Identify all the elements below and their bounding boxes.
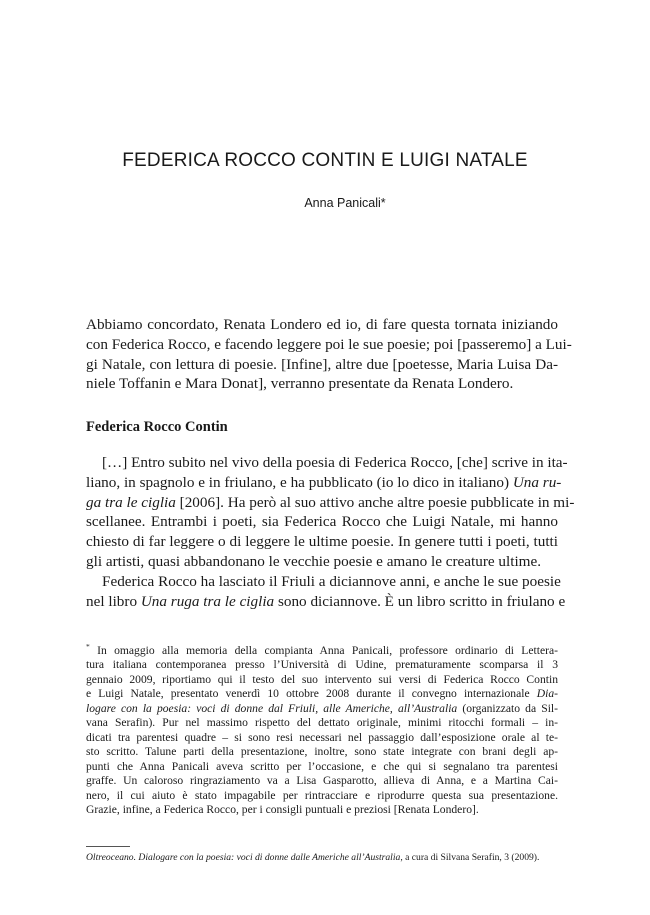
intro-line: con Federica Rocco, e facendo leggere poi le sue poesie; poi [passeremo] a Lui- — [86, 335, 572, 353]
footnote-line: e Luigi Natale, presentato venerdì 10 ottobre 2008 durante il convegno internazionale Dia- — [86, 687, 558, 701]
body-line: chiesto di far leggere o di leggere le ultime poesie. In genere tutti i poeti, tutti — [86, 533, 558, 551]
source-citation — [86, 852, 558, 864]
intro-line: Abbiamo concordato, Renata Londero ed io, di fare questa tornata iniziando — [86, 316, 558, 333]
footnote-line: punti che Anna Panicali aveva scritto per l’occasione, e che qui si segnalano tra parentesi — [86, 759, 558, 773]
body-line: Federica Rocco ha lasciato il Friuli a diciannove anni, e anche le sue poesie — [102, 572, 561, 590]
intro-line: niele Toffanin e Mara Donat], verranno presentate da Renata Londero. — [86, 375, 514, 393]
footnote-line: vana Serafin). Pur nel massimo rispetto del dettato originale, minimi ritocchi formali – in- — [86, 716, 558, 730]
footnote-line: nero, il cui aiuto è stato impagabile per rintracciare e riprodurre questa sua presentazione. — [86, 788, 558, 802]
body-paragraph — [86, 453, 575, 611]
footnote — [86, 640, 558, 818]
article-author: Anna Panicali* — [304, 196, 386, 210]
section-heading-block — [86, 418, 558, 438]
source-line: Oltreoceano. Dialogare con la poesia: voci di donne dalle Americhe all’Australia, a cura di Silvana Serafin, 3 (2009). — [86, 852, 540, 863]
footnote-line: gennaio 2009, riportiamo qui il testo del suo intervento sui versi di Federica Rocco Contin — [86, 672, 558, 686]
body-line: liano, in spagnolo e in friulano, e ha pubblicato (io lo dico in italiano) Una ru- — [86, 473, 562, 491]
article-title: FEDERICA ROCCO CONTIN E LUIGI NATALE — [122, 150, 528, 171]
body-line: […] Entro subito nel vivo della poesia di Federica Rocco, [che] scrive in ita- — [102, 454, 568, 471]
body-line: ga tra le ciglia [2006]. Ha però al suo attivo anche altre poesie pubblicate in mi- — [86, 493, 575, 511]
footnote-marker: * — [86, 642, 90, 651]
intro-line: gi Natale, con lettura di poesie. [Infine], altre due [poetesse, Maria Luisa Da- — [86, 355, 558, 373]
footnote-divider — [86, 846, 130, 847]
body-line: gli artisti, quasi abbandonano le vecchie poesie e amano le creature ultime. — [86, 552, 542, 570]
body-line: scellanee. Entrambi i poeti, sia Federica Rocco che Luigi Natale, mi hanno — [86, 513, 558, 531]
footnote-line: * In omaggio alla memoria della compianta Anna Panicali, professore ordinario di Lettera- — [86, 642, 558, 657]
section-heading: Federica Rocco Contin — [86, 419, 228, 435]
footnote-line: graffe. Un caloroso ringraziamento va a Lisa Gasparotto, allieva di Anna, e a Martina Cai- — [86, 774, 558, 788]
body-line: nel libro Una ruga tra le ciglia sono diciannove. È un libro scritto in friulano e — [86, 592, 566, 610]
footnote-line: tura italiana contemporanea presso l’Università di Udine, prematuramente scomparsa il 3 — [86, 658, 558, 672]
footnote-line: dicati tra parentesi quadre – si sono resi necessari nel passaggio dall’esposizione orale al te- — [86, 730, 558, 744]
footnote-line: logare con la poesia: voci di donne dal Friuli, alle Americhe, all’Australia (organizzato da Sil- — [86, 701, 558, 715]
intro-paragraph — [86, 315, 572, 394]
footnote-line: Grazie, infine, a Federica Rocco, per i consigli puntuali e preziosi [Renata Londero]. — [86, 803, 479, 817]
footnote-line: sto scritto. Talune parti della presentazione, inoltre, sono state integrate con brani degli ap- — [86, 745, 558, 759]
